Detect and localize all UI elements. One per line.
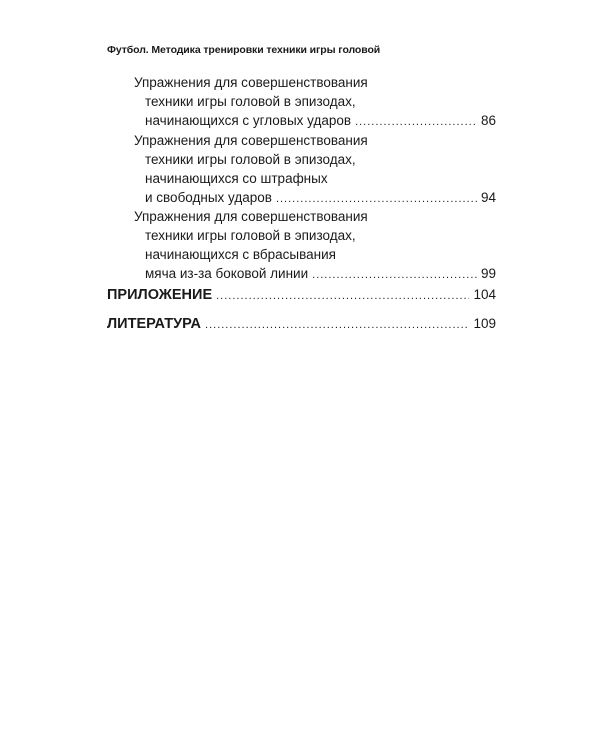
toc-page-number: 86	[480, 113, 496, 128]
dot-leader	[355, 113, 477, 132]
toc-page-number: 94	[480, 190, 496, 205]
toc-entry-appendix	[107, 285, 496, 306]
toc-page-number: 109	[473, 316, 496, 331]
dot-leader	[312, 266, 477, 285]
toc-entry-leader-line	[134, 188, 496, 209]
running-head: Футбол. Методика тренировки техники игры головой	[107, 44, 381, 56]
toc-page-number: 104	[473, 287, 496, 302]
toc-entry-free-kicks	[134, 131, 496, 209]
toc-entry-line: Упражнения для совершенствования	[134, 75, 368, 90]
toc-entry-corner-kicks	[134, 73, 496, 132]
dot-leader	[205, 316, 469, 335]
toc-entry-leader-line	[134, 111, 496, 132]
toc-entry-line: Упражнения для совершенствования	[134, 133, 368, 148]
toc-entry-line: начинающихся со штрафных	[145, 171, 328, 186]
toc-entry-line: техники игры головой в эпизодах,	[145, 152, 356, 167]
toc-entry-throw-ins	[134, 207, 496, 285]
toc-section-title: ПРИЛОЖЕНИЕ	[107, 287, 213, 303]
toc-entry-line: техники игры головой в эпизодах,	[145, 94, 356, 109]
toc-section-title: ЛИТЕРАТУРА	[107, 316, 202, 332]
toc-entry-line: начинающихся с вбрасывания	[145, 247, 336, 262]
toc-entry-line: мяча из-за боковой линии	[145, 266, 309, 281]
toc-entry-leader-line	[134, 264, 496, 285]
toc-entry-literature	[107, 314, 496, 335]
toc-entry-line: Упражнения для совершенствования	[134, 209, 368, 224]
toc-entry-line: и свободных ударов	[145, 190, 272, 205]
toc-page-number: 99	[480, 266, 496, 281]
dot-leader	[216, 287, 469, 306]
toc-entry-line: начинающихся с угловых ударов	[145, 113, 352, 128]
toc-entry-line: техники игры головой в эпизодах,	[145, 228, 356, 243]
